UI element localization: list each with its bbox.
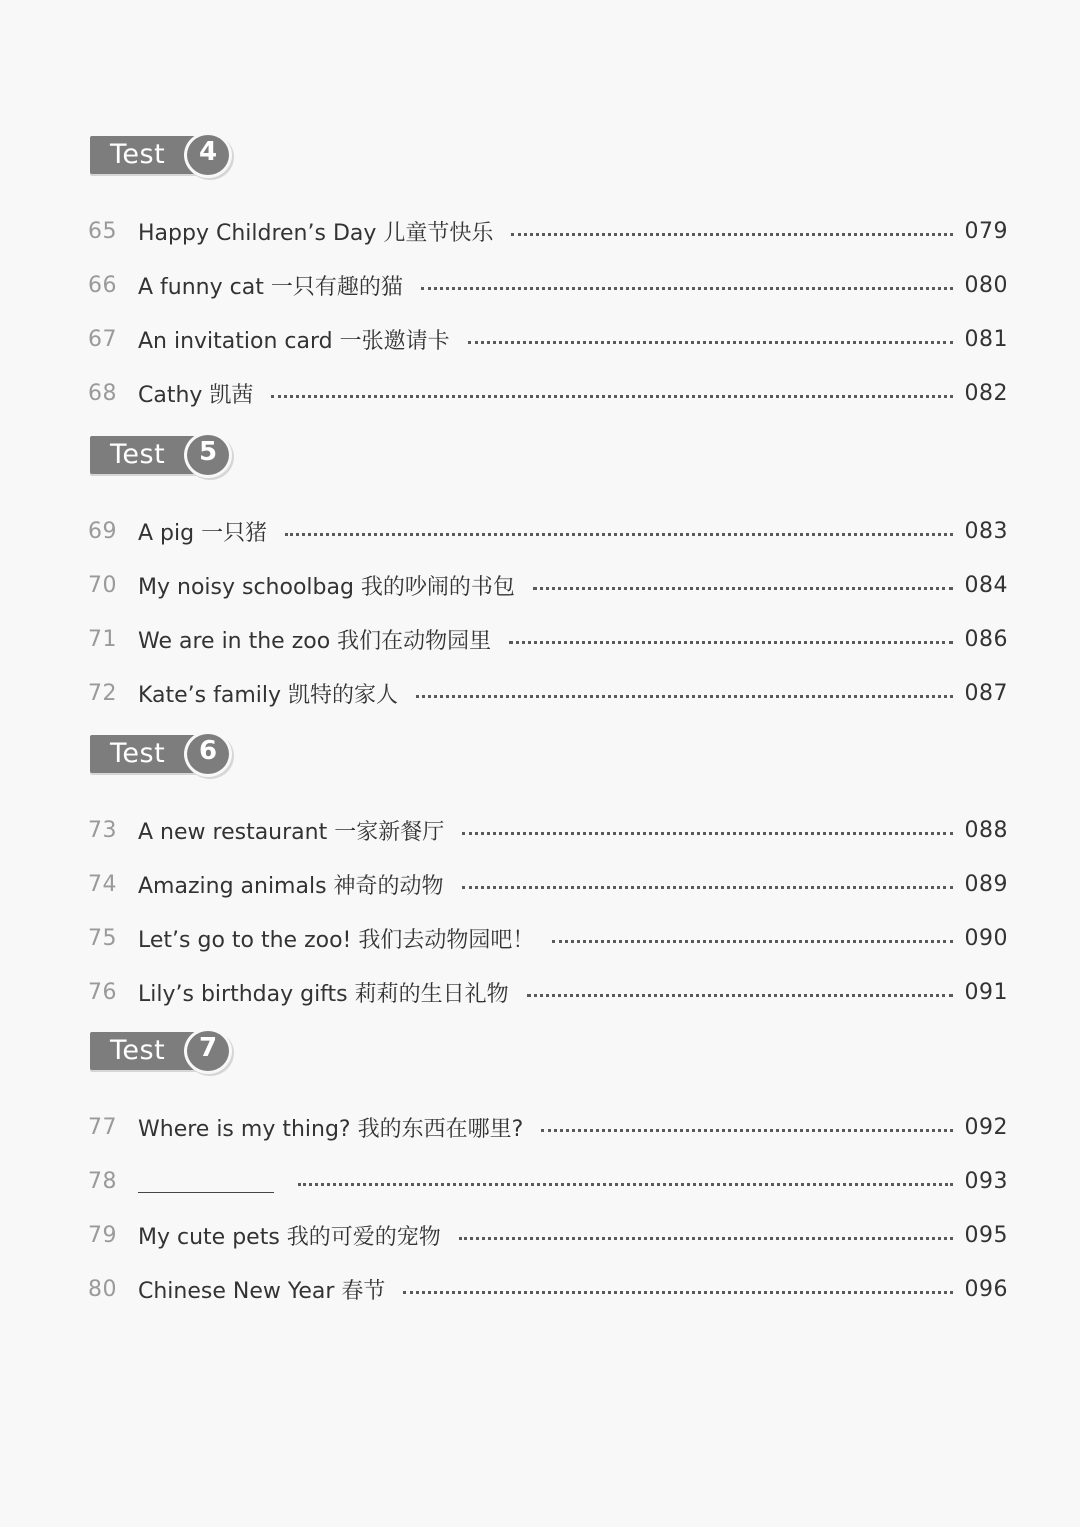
blank-title-line (138, 1170, 274, 1193)
entry-page: 096 (964, 1276, 1008, 1302)
test-label: Test (110, 1035, 166, 1066)
entry-number: 69 (88, 518, 117, 544)
entry-page: 089 (964, 871, 1008, 897)
entry-number: 79 (88, 1222, 117, 1248)
entry-number: 66 (88, 272, 117, 298)
dot-leader (403, 1289, 952, 1294)
toc-list (88, 504, 1008, 720)
test-header (88, 1028, 248, 1076)
entry-number: 72 (88, 680, 117, 706)
entry-number: 78 (88, 1168, 117, 1194)
entry-title: We are in the zoo 我们在动物园里 (138, 628, 492, 654)
entry-title: Where is my thing? 我的东西在哪里? (138, 1116, 524, 1142)
toc-entry[interactable] (88, 857, 1008, 911)
entry-page: 091 (964, 979, 1008, 1005)
toc-entry[interactable] (88, 911, 1008, 965)
entry-page: 088 (964, 817, 1008, 843)
entry-page: 093 (964, 1168, 1008, 1194)
test-number: 4 (198, 137, 218, 167)
toc-entry[interactable] (88, 1262, 1008, 1316)
toc-entry[interactable] (88, 965, 1008, 1019)
toc-entry[interactable] (88, 558, 1008, 612)
entry-page: 095 (964, 1222, 1008, 1248)
entry-title: An invitation card 一张邀请卡 (138, 328, 450, 354)
section-test-5 (88, 432, 1008, 720)
entry-number: 76 (88, 979, 117, 1005)
entry-page: 087 (964, 680, 1008, 706)
dot-leader (541, 1127, 952, 1132)
test-label: Test (110, 439, 166, 470)
entry-title: A funny cat 一只有趣的猫 (138, 274, 403, 300)
toc-entry[interactable] (88, 612, 1008, 666)
section-test-6 (88, 731, 1008, 1019)
entry-title: Lily’s birthday gifts 莉莉的生日礼物 (138, 981, 509, 1007)
entry-title: My cute pets 我的可爱的宠物 (138, 1224, 441, 1250)
toc-entry[interactable] (88, 1208, 1008, 1262)
entry-title: Chinese New Year 春节 (138, 1278, 386, 1304)
dot-leader (298, 1181, 953, 1186)
dot-leader (533, 585, 953, 590)
entry-page: 090 (964, 925, 1008, 951)
toc-list (88, 803, 1008, 1019)
entry-number: 74 (88, 871, 117, 897)
test-header (88, 731, 248, 779)
toc-entry[interactable] (88, 204, 1008, 258)
toc-entry[interactable] (88, 1100, 1008, 1154)
entry-page: 084 (964, 572, 1008, 598)
toc-list (88, 1100, 1008, 1316)
entry-page: 086 (964, 626, 1008, 652)
test-header (88, 132, 248, 180)
entry-title: My noisy schoolbag 我的吵闹的书包 (138, 574, 515, 600)
entry-title: Cathy 凯茜 (138, 382, 254, 408)
entry-number: 67 (88, 326, 117, 352)
entry-number: 73 (88, 817, 117, 843)
entry-page: 081 (964, 326, 1008, 352)
entry-page: 079 (964, 218, 1008, 244)
dot-leader (421, 285, 953, 290)
dot-leader (459, 1235, 953, 1240)
entry-page: 092 (964, 1114, 1008, 1140)
dot-leader (527, 992, 953, 997)
test-header (88, 432, 248, 480)
entry-page: 080 (964, 272, 1008, 298)
entry-number: 70 (88, 572, 117, 598)
dot-leader (271, 393, 952, 398)
entry-title: Kate’s family 凯特的家人 (138, 682, 399, 708)
entry-title: Let’s go to the zoo! 我们去动物园吧！ (138, 927, 535, 953)
test-number-circle (184, 432, 232, 478)
test-number-circle (184, 1028, 232, 1074)
dot-leader (509, 639, 952, 644)
test-number: 7 (198, 1033, 218, 1063)
toc-entry[interactable] (88, 666, 1008, 720)
entry-number: 77 (88, 1114, 117, 1140)
section-test-4 (88, 132, 1008, 420)
dot-leader (462, 830, 952, 835)
test-number: 5 (198, 437, 218, 467)
toc-entry[interactable] (88, 504, 1008, 558)
entry-page: 083 (964, 518, 1008, 544)
dot-leader (511, 231, 952, 236)
test-label: Test (110, 139, 166, 170)
toc-entry[interactable] (88, 312, 1008, 366)
toc-entry[interactable] (88, 366, 1008, 420)
dot-leader (468, 339, 953, 344)
section-test-7 (88, 1028, 1008, 1316)
test-label: Test (110, 738, 166, 769)
toc-entry[interactable] (88, 1154, 1008, 1208)
dot-leader (552, 938, 952, 943)
test-number-circle (184, 132, 232, 178)
toc-list (88, 204, 1008, 420)
dot-leader (285, 531, 952, 536)
entry-number: 68 (88, 380, 117, 406)
entry-number: 71 (88, 626, 117, 652)
dot-leader (416, 693, 952, 698)
test-number: 6 (198, 736, 218, 766)
test-number-circle (184, 731, 232, 777)
entry-page: 082 (964, 380, 1008, 406)
entry-title: Amazing animals 神奇的动物 (138, 873, 444, 899)
entry-title: A new restaurant 一家新餐厅 (138, 819, 445, 845)
entry-number: 65 (88, 218, 117, 244)
toc-entry[interactable] (88, 258, 1008, 312)
toc-entry[interactable] (88, 803, 1008, 857)
entry-title: A pig 一只猪 (138, 520, 268, 546)
entry-title: Happy Children’s Day 儿童节快乐 (138, 220, 494, 246)
entry-number: 75 (88, 925, 117, 951)
dot-leader (462, 884, 953, 889)
entry-number: 80 (88, 1276, 117, 1302)
